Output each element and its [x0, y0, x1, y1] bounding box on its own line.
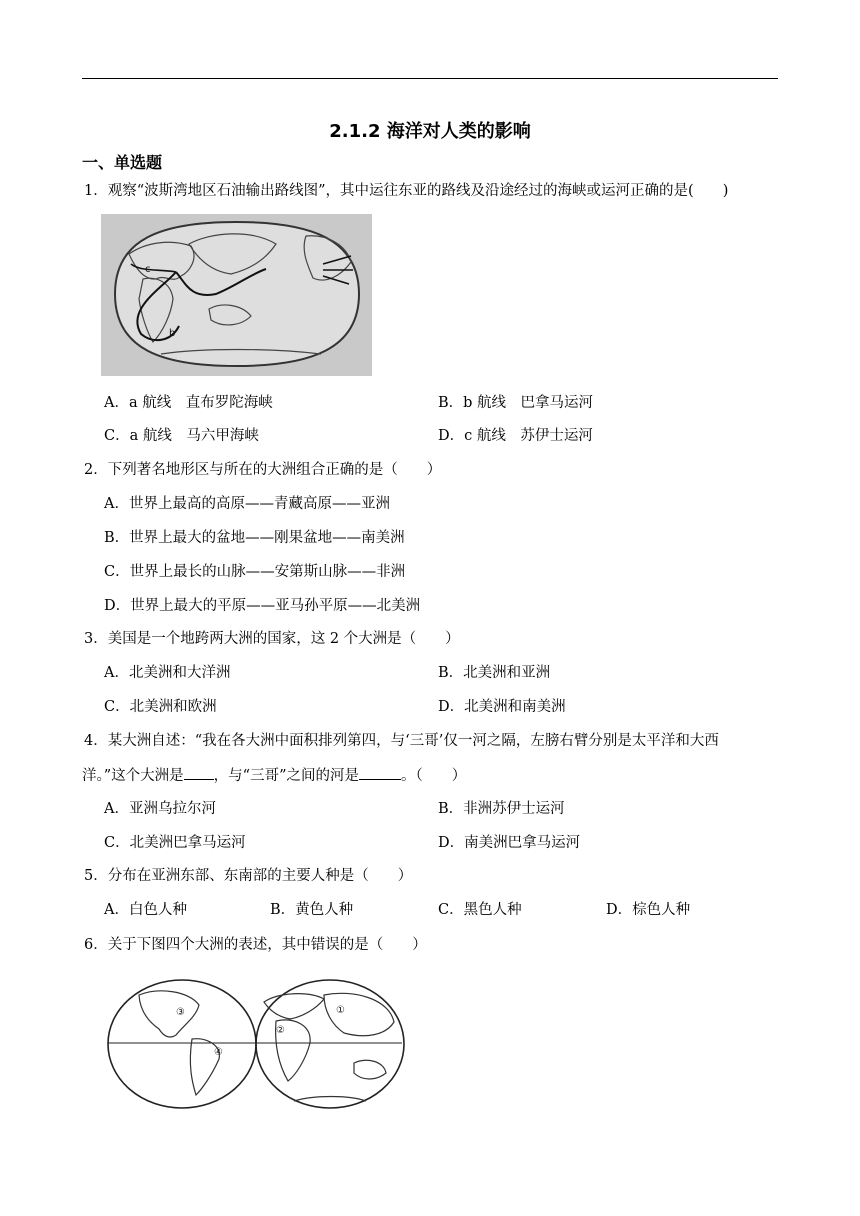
header-rule: [82, 78, 778, 79]
q1-option-b[interactable]: B．b 航线 巴拿马运河: [438, 395, 594, 411]
q4-option-c[interactable]: C．北美洲巴拿马运河: [104, 835, 246, 851]
section-heading: 一、单选题: [82, 153, 163, 172]
q4-blank-river[interactable]: [359, 765, 401, 780]
q3-option-c[interactable]: C．北美洲和欧洲: [104, 699, 217, 715]
q2-option-b[interactable]: B．世界上最大的盆地——刚果盆地——南美洲: [104, 530, 405, 546]
map-label-2: ②: [276, 1025, 285, 1036]
q4-text-a: 洋。”这个大洲是: [82, 768, 184, 784]
oil-route-map: [101, 214, 372, 376]
q2-option-a[interactable]: A．世界上最高的高原——青藏高原——亚洲: [104, 496, 390, 512]
question-4-line1: 4．某大洲自述：“我在各大洲中面积排列第四，与‘三哥’仅一河之隔，左膀右臂分别是太平洋和大西: [84, 733, 719, 749]
map-label-c: c: [145, 264, 151, 275]
q2-option-c[interactable]: C．世界上最长的山脉——安第斯山脉——非洲: [104, 564, 406, 580]
map-label-4: ④: [214, 1047, 223, 1058]
map-label-b: b: [169, 328, 176, 339]
q5-option-b[interactable]: B．黄色人种: [270, 902, 354, 918]
q5-option-d[interactable]: D．棕色人种: [606, 902, 691, 918]
q3-option-b[interactable]: B．北美洲和亚洲: [438, 665, 551, 681]
q1-option-c[interactable]: C．a 航线 马六甲海峡: [104, 428, 259, 444]
q1-option-d[interactable]: D．c 航线 苏伊士运河: [438, 428, 593, 444]
question-2-stem: 2．下列著名地形区与所在的大洲组合正确的是（ ）: [84, 462, 442, 478]
q4-text-c: 。（ ）: [401, 768, 467, 784]
q1-option-a[interactable]: A．a 航线 直布罗陀海峡: [104, 395, 273, 411]
q4-option-a[interactable]: A．亚洲乌拉尔河: [104, 801, 216, 817]
q5-option-a[interactable]: A．白色人种: [104, 902, 187, 918]
question-3-stem: 3．美国是一个地跨两大洲的国家，这 2 个大洲是（ ）: [84, 631, 460, 647]
q3-option-d[interactable]: D．北美洲和南美洲: [438, 699, 566, 715]
hemispheres-map: [104, 977, 406, 1111]
q4-text-b: ，与“三哥”之间的河是: [213, 768, 359, 784]
question-6-stem: 6．关于下图四个大洲的表述，其中错误的是（ ）: [84, 937, 427, 953]
question-4-line2: [82, 765, 466, 786]
q4-option-d[interactable]: D．南美洲巴拿马运河: [438, 835, 581, 851]
q3-option-a[interactable]: A．北美洲和大洋洲: [104, 665, 231, 681]
q5-option-c[interactable]: C．黑色人种: [438, 902, 522, 918]
page-title: 2.1.2 海洋对人类的影响: [329, 121, 531, 142]
q4-blank-continent[interactable]: [184, 765, 214, 780]
q4-option-b[interactable]: B．非洲苏伊士运河: [438, 801, 565, 817]
question-5-stem: 5．分布在亚洲东部、东南部的主要人种是（ ）: [84, 868, 413, 884]
question-1-stem: 1．观察“波斯湾地区石油输出路线图”，其中运往东亚的路线及沿途经过的海峡或运河正确的是( ): [84, 183, 729, 199]
map-label-1: ①: [336, 1005, 345, 1016]
map-label-3: ③: [176, 1007, 185, 1018]
q2-option-d[interactable]: D．世界上最大的平原——亚马孙平原——北美洲: [104, 598, 421, 614]
